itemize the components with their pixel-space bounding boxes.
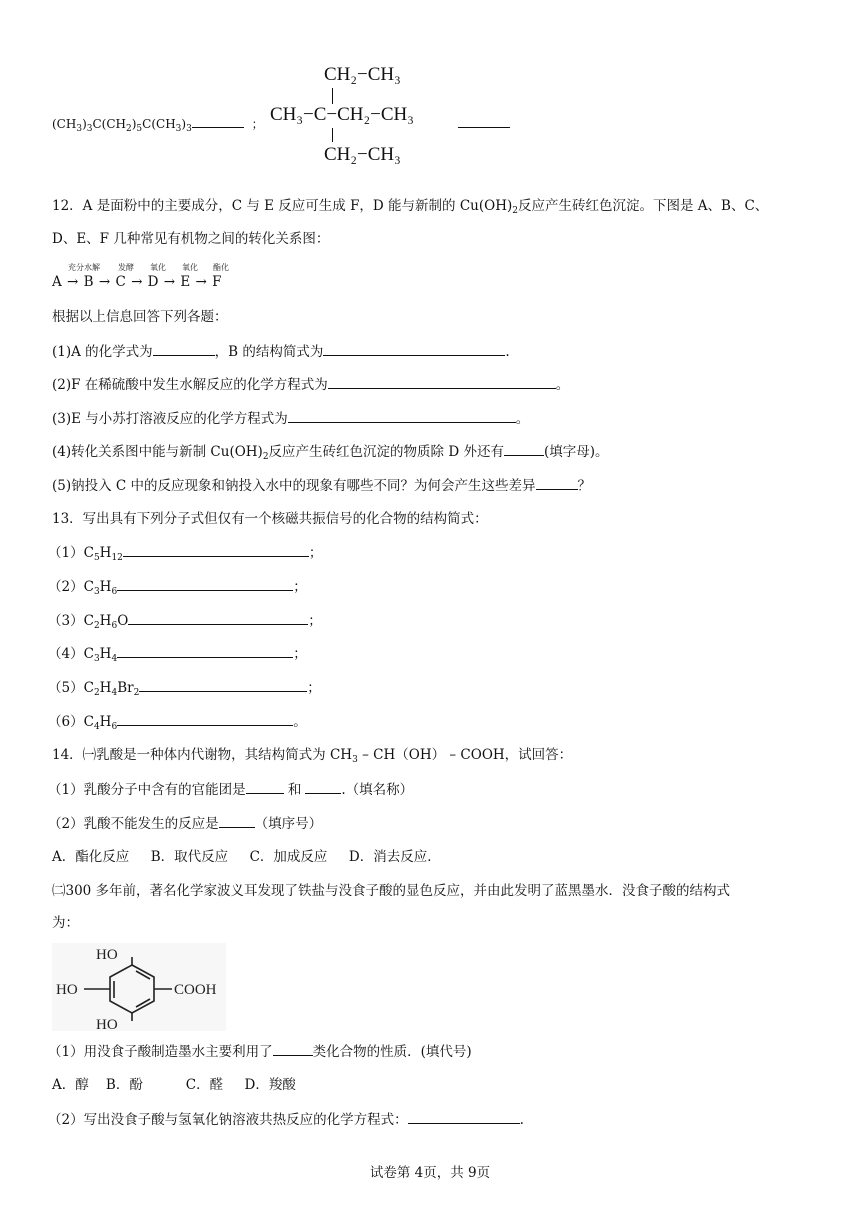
arrow-label: 氧化	[150, 263, 166, 272]
answer-blank[interactable]	[117, 712, 293, 726]
arrow-label: 充分水解	[68, 263, 100, 272]
q14-options-2: A．醇 B．酚 C．醛 D．羧酸	[52, 1077, 296, 1093]
q12-lead: 根据以上信息回答下列各题：	[52, 309, 228, 325]
q11-formula-line: $(CH_3)_3C(CH_2)_5C(CH_3)_3$ ；	[52, 114, 264, 133]
arrow-label: 氧化	[182, 263, 198, 272]
answer-blank[interactable]	[117, 577, 293, 591]
q12-part-3: (3)E 与小苏打溶液反应的化学方程式为 。	[52, 411, 530, 427]
arrow-label: 发酵	[118, 263, 134, 272]
q12-part-4: (4)转化关系图中能与新制 $Cu(OH)_2$反应产生砖红色沉淀的物质除 D 外还有 (填字母)。	[52, 444, 609, 462]
q12-intro: 12．A 是面粉中的主要成分，C 与 E 反应可生成 F，D 能与新制的 $Cu(OH)_2$反应产生砖红色沉淀。下图是 A、B、C、	[52, 198, 769, 216]
q14-intro: 14．㈠乳酸是一种体内代谢物，其结构简式为 $CH_3 - CH(OH)$ – COOH，试回答：	[52, 747, 573, 765]
answer-blank[interactable]	[328, 375, 556, 389]
answer-blank[interactable]	[536, 476, 578, 490]
answer-blank[interactable]	[128, 611, 308, 625]
answer-blank[interactable]	[408, 1110, 520, 1124]
q13-item-5: $(5)C_2H_4Br_2$ ；	[48, 680, 321, 698]
answer-blank[interactable]	[123, 543, 309, 557]
q14-options-1: A．酯化反应 B．取代反应 C．加成反应 D．消去反应．	[52, 849, 441, 865]
struct-mid: CH₃−C−CH₂−CH₃	[270, 104, 414, 125]
arrow-label: 酯化	[213, 263, 229, 272]
answer-blank[interactable]	[458, 114, 510, 128]
q12-part-5: (5)钠投入 C 中的反应现象和钠投入水中的现象有哪些不同？为何会产生这些差异 ？	[52, 478, 592, 494]
arrow-chain: A → B → C → D → E → F	[52, 274, 223, 290]
hydroxyl-label: HO	[96, 947, 118, 963]
page-footer: 试卷第 4页，共 9页	[369, 1165, 491, 1181]
q14-part-3: （1）用没食子酸制造墨水主要利用了 类化合物的性质．(填代号)	[48, 1044, 472, 1060]
q14-part-two-text-2: 为：	[52, 915, 79, 931]
answer-blank[interactable]	[153, 342, 215, 356]
answer-blank[interactable]	[305, 780, 341, 794]
answer-blank[interactable]	[288, 409, 516, 423]
struct-bot: CH₂−CH₃	[324, 144, 401, 165]
q13-item-4: $(4)C_3H_4$ ；	[48, 646, 307, 664]
q12-part-2: (2)F 在稀硫酸中发生水解反应的化学方程式为 。	[52, 377, 570, 393]
carboxyl-label: COOH	[174, 982, 217, 998]
q13-item-6: $(6)C_4H_6$ 。	[48, 714, 307, 732]
q13-intro: 13．写出具有下列分子式但仅有一个核磁共振信号的化合物的结构简式：	[52, 511, 488, 527]
q13-item-3: $(3)C_2H_6O$ ；	[48, 613, 322, 631]
answer-blank[interactable]	[192, 114, 244, 128]
q14-part-1: （1）乳酸分子中含有的官能团是 和 .（填名称）	[48, 782, 414, 798]
answer-blank[interactable]	[139, 678, 307, 692]
q13-item-1: $(1)C_5H_{12}$ ；	[48, 545, 323, 563]
q14-part-two-text: ㈡300 多年前，著名化学家波义耳发现了铁盐与没食子酸的显色反应，并由此发明了蓝黑墨水．没食子酸的结构式	[52, 883, 731, 899]
answer-blank[interactable]	[273, 1042, 313, 1056]
gallic-acid-structure	[52, 943, 226, 1031]
q14-part-4: （2）写出没食子酸与氢氧化钠溶液共热反应的化学方程式： .	[48, 1112, 524, 1128]
struct-top: CH₂−CH₃	[324, 64, 401, 85]
answer-blank[interactable]	[504, 442, 544, 456]
q12-part-1: (1)A 的化学式为 ，B 的结构简式为 .	[52, 344, 510, 360]
hydroxyl-label: HO	[96, 1017, 118, 1031]
hydroxyl-label: HO	[56, 982, 78, 998]
q12-intro-2: D、E、F 几种常见有机物之间的转化关系图：	[52, 231, 330, 247]
answer-blank[interactable]	[219, 814, 255, 828]
q14-part-2: （2）乳酸不能发生的反应是 （填序号）	[48, 816, 323, 832]
q13-item-2: $(2)C_3H_6$ ；	[48, 579, 307, 597]
answer-blank[interactable]	[323, 342, 505, 356]
answer-blank[interactable]	[117, 644, 293, 658]
answer-blank[interactable]	[246, 780, 284, 794]
